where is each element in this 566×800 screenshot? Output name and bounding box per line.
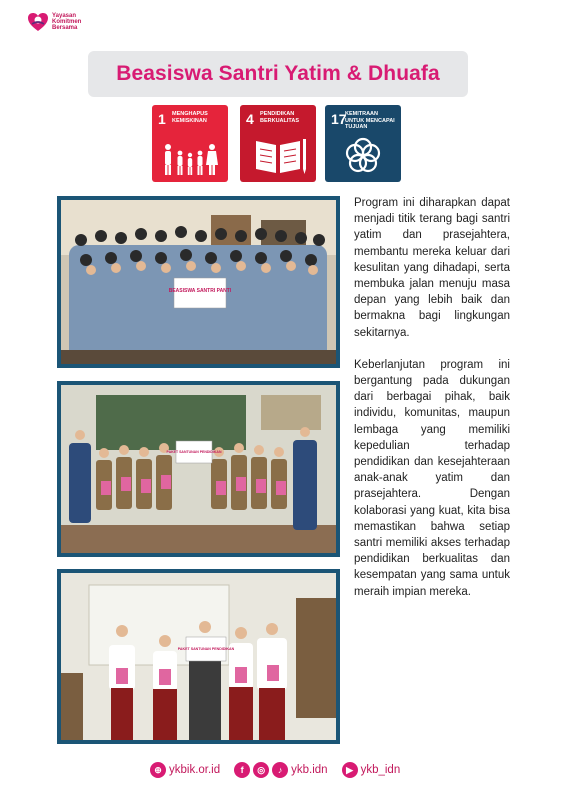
paragraph-1: Program ini diharapkan dapat menjadi titik terang bagi santri yatim dan prasejahtera, membantu mereka keluar dari kesulitan yang dihadapi, serta membuka jalan menuju masa depan yang lebih baik dan bermakna bagi lingkungan sekitarnya. bbox=[354, 197, 510, 339]
photo-sign-text: PAKET SANTUNAN PENDIDIKAN bbox=[166, 450, 222, 454]
sdg-number: 17 bbox=[331, 111, 347, 127]
page-title: Beasiswa Santri Yatim & Dhuafa bbox=[116, 62, 440, 85]
heart-logo-icon bbox=[26, 10, 50, 34]
book-icon bbox=[248, 135, 308, 177]
instagram-icon[interactable]: ◎ bbox=[253, 762, 269, 778]
sdg-label: MENGHAPUS KEMISKINAN bbox=[172, 111, 208, 124]
logo-text: Yayasan Komitmen Bersama bbox=[52, 13, 82, 31]
facebook-icon[interactable]: f bbox=[234, 762, 250, 778]
photo-sign-text: PAKET SANTUNAN PENDIDIKAN bbox=[177, 647, 235, 651]
footer-social[interactable] bbox=[234, 762, 327, 778]
tiktok-icon[interactable]: ♪ bbox=[272, 762, 288, 778]
youtube-icon[interactable]: ▶ bbox=[342, 762, 358, 778]
sdg-label: KEMITRAAN UNTUK MENCAPAI TUJUAN bbox=[345, 111, 395, 130]
logo bbox=[26, 10, 81, 34]
title-banner bbox=[88, 51, 468, 97]
family-icon bbox=[160, 135, 220, 177]
footer bbox=[150, 762, 400, 778]
partnership-flower-icon bbox=[333, 135, 393, 177]
sdg-number: 1 bbox=[158, 111, 166, 127]
paragraph-2: Keberlanjutan program ini bergantung pada dukungan dari berbagai pihak, baik individu, komunitas, maupun lembaga yang memiliki kepedulian terhadap pendidikan dan kesejahteraan anak-anak yatim dan prasejahtera. Dengan kolaborasi yang kuat, kita bisa memastikan bahwa setiap santri memiliki akses terhadap pendidikan berkualitas dan kesempatan yang sama untuk meraih impian mereka. bbox=[354, 358, 510, 598]
photo-classroom-packages bbox=[57, 381, 340, 557]
photo-santri-group bbox=[57, 196, 340, 368]
sdg-4-tile bbox=[240, 105, 316, 182]
sdg-1-tile bbox=[152, 105, 228, 182]
sdg-label: PENDIDIKAN BERKUALITAS bbox=[260, 111, 300, 124]
photo-sign-text: BEASISWA SANTRI PANTI bbox=[168, 288, 232, 294]
body-text bbox=[354, 195, 510, 616]
photo-students-sign bbox=[57, 569, 340, 744]
sdg-17-tile bbox=[325, 105, 401, 182]
social-text: ykb.idn bbox=[291, 764, 328, 776]
sdg-number: 4 bbox=[246, 111, 254, 127]
footer-youtube[interactable] bbox=[342, 762, 401, 778]
website-text: ykbik.or.id bbox=[169, 764, 221, 776]
footer-website[interactable] bbox=[150, 762, 220, 778]
globe-icon: ⊕ bbox=[150, 762, 166, 778]
youtube-text: ykb_idn bbox=[360, 764, 401, 776]
